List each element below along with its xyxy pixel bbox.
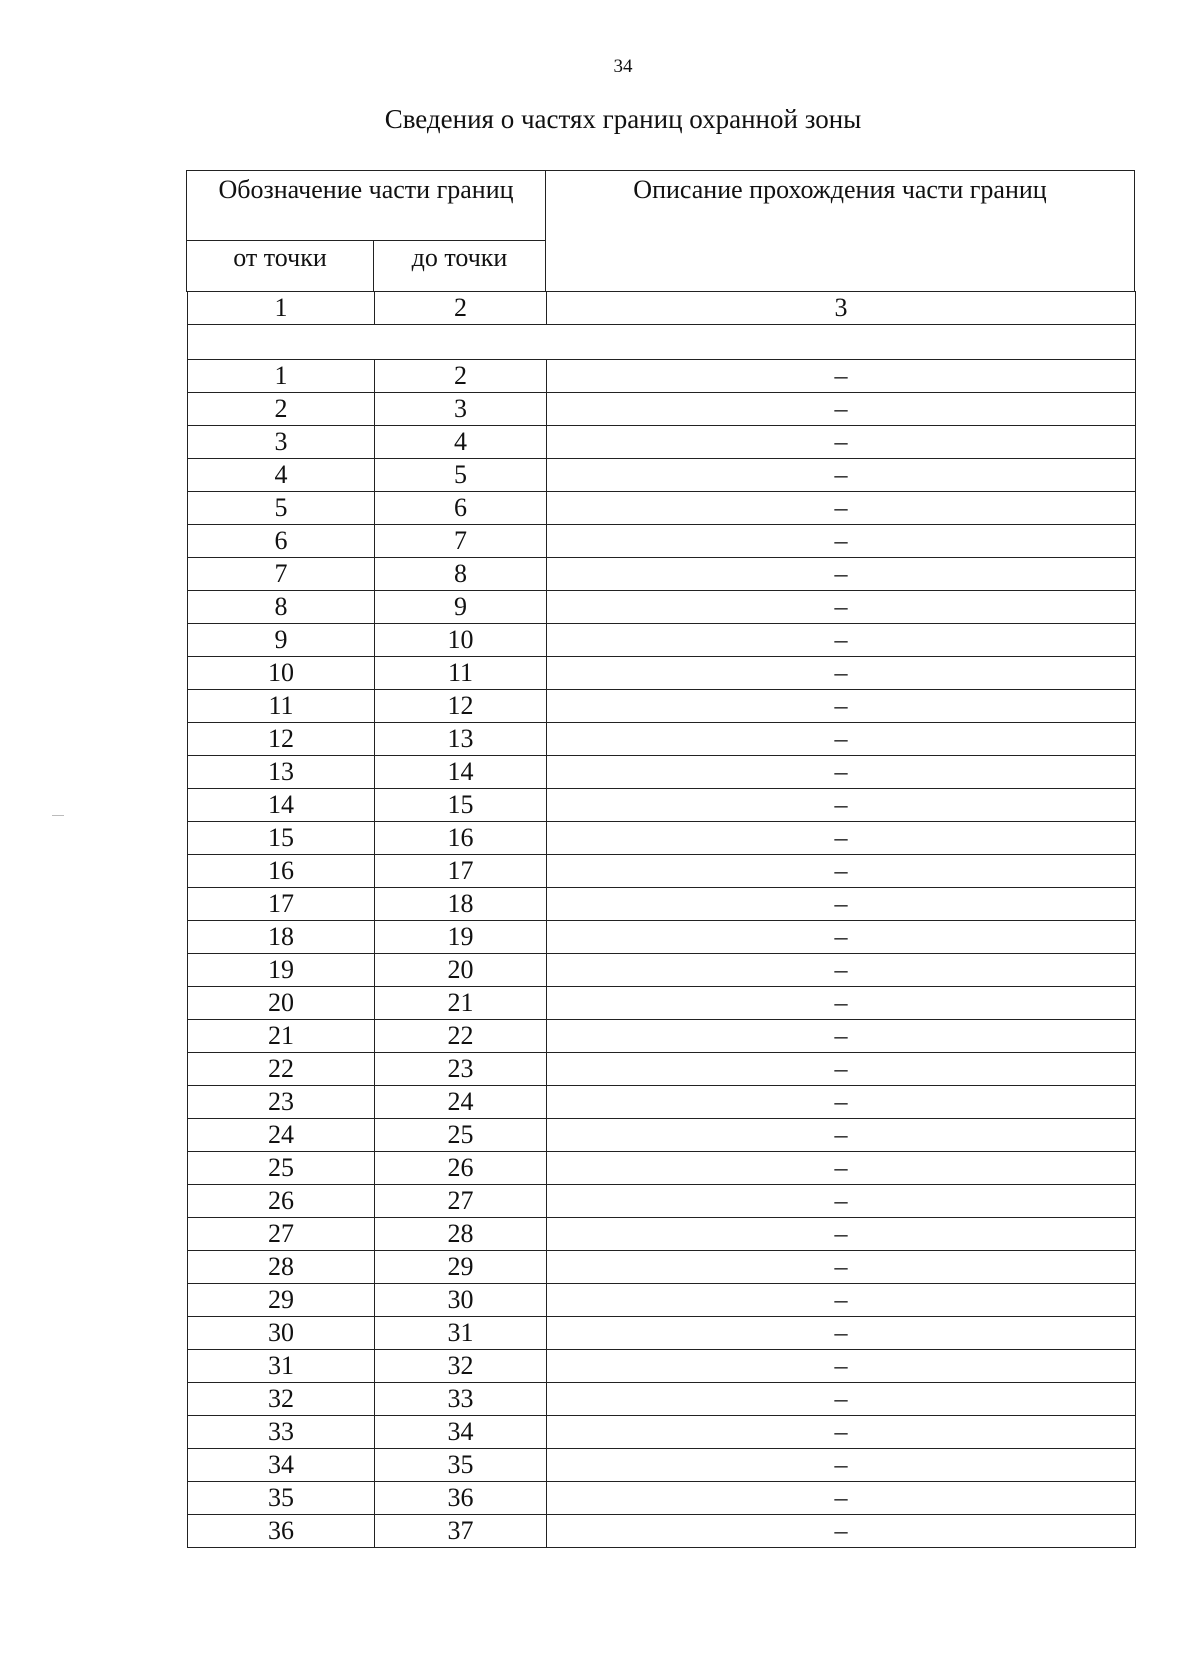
header-designation: Обозначение части границ xyxy=(187,171,546,241)
description-cell: – xyxy=(547,1119,1136,1152)
from-point-cell: 12 xyxy=(188,723,375,756)
table-row xyxy=(188,1449,1136,1482)
description-cell: – xyxy=(547,690,1136,723)
description-cell: – xyxy=(547,822,1136,855)
from-point-cell: 32 xyxy=(188,1383,375,1416)
description-cell: – xyxy=(547,1515,1136,1548)
table-row xyxy=(188,789,1136,822)
from-point-cell: 25 xyxy=(188,1152,375,1185)
from-point-cell: 4 xyxy=(188,459,375,492)
description-cell: – xyxy=(547,558,1136,591)
from-point-cell: 9 xyxy=(188,624,375,657)
column-numbers-row xyxy=(188,292,1136,325)
to-point-cell: 30 xyxy=(375,1284,547,1317)
from-point-cell: 19 xyxy=(188,954,375,987)
page-number: 34 xyxy=(613,56,633,77)
table-row xyxy=(188,1317,1136,1350)
from-point-cell: 21 xyxy=(188,1020,375,1053)
table-row xyxy=(188,393,1136,426)
to-point-cell: 5 xyxy=(375,459,547,492)
to-point-cell: 33 xyxy=(375,1383,547,1416)
from-point-cell: 10 xyxy=(188,657,375,690)
from-point-cell: 33 xyxy=(188,1416,375,1449)
description-cell: – xyxy=(547,657,1136,690)
table-row xyxy=(188,1251,1136,1284)
table-row xyxy=(188,591,1136,624)
from-point-cell: 36 xyxy=(188,1515,375,1548)
table-body xyxy=(188,292,1136,1548)
table-row xyxy=(188,756,1136,789)
from-point-cell: 34 xyxy=(188,1449,375,1482)
from-point-cell: 2 xyxy=(188,393,375,426)
from-point-cell: 16 xyxy=(188,855,375,888)
description-cell: – xyxy=(547,954,1136,987)
description-cell: – xyxy=(547,360,1136,393)
header-description: Описание прохождения части границ xyxy=(546,171,1135,292)
to-point-cell: 3 xyxy=(375,393,547,426)
from-point-cell: 30 xyxy=(188,1317,375,1350)
to-point-cell: 14 xyxy=(375,756,547,789)
table-row xyxy=(188,1350,1136,1383)
table-row xyxy=(188,822,1136,855)
boundary-parts-table xyxy=(187,291,1136,1548)
to-point-cell: 7 xyxy=(375,525,547,558)
from-point-cell: 3 xyxy=(188,426,375,459)
header-from-point: от точки xyxy=(187,241,374,292)
from-point-cell: 20 xyxy=(188,987,375,1020)
table-row xyxy=(188,558,1136,591)
description-cell: – xyxy=(547,1317,1136,1350)
to-point-cell: 35 xyxy=(375,1449,547,1482)
description-cell: – xyxy=(547,1284,1136,1317)
to-point-cell: 32 xyxy=(375,1350,547,1383)
description-cell: – xyxy=(547,1383,1136,1416)
description-cell: – xyxy=(547,921,1136,954)
description-cell: – xyxy=(547,888,1136,921)
table-row xyxy=(188,360,1136,393)
from-point-cell: 29 xyxy=(188,1284,375,1317)
description-cell: – xyxy=(547,591,1136,624)
description-cell: – xyxy=(547,1086,1136,1119)
description-cell: – xyxy=(547,1449,1136,1482)
table-row xyxy=(188,1218,1136,1251)
from-point-cell: 8 xyxy=(188,591,375,624)
to-point-cell: 24 xyxy=(375,1086,547,1119)
from-point-cell: 7 xyxy=(188,558,375,591)
description-cell: – xyxy=(547,1053,1136,1086)
table-row xyxy=(188,1020,1136,1053)
to-point-cell: 11 xyxy=(375,657,547,690)
from-point-cell: 14 xyxy=(188,789,375,822)
to-point-cell: 10 xyxy=(375,624,547,657)
description-cell: – xyxy=(547,525,1136,558)
description-cell: – xyxy=(547,855,1136,888)
description-cell: – xyxy=(547,987,1136,1020)
to-point-cell: 36 xyxy=(375,1482,547,1515)
document-title: Сведения о частях границ охранной зоны xyxy=(384,104,862,134)
from-point-cell: 11 xyxy=(188,690,375,723)
table-row xyxy=(188,1284,1136,1317)
from-point-cell: 31 xyxy=(188,1350,375,1383)
table-row xyxy=(188,921,1136,954)
section-label xyxy=(188,325,1136,360)
table-row xyxy=(188,459,1136,492)
table-row xyxy=(188,657,1136,690)
scan-mark xyxy=(52,815,64,816)
to-point-cell: 17 xyxy=(375,855,547,888)
description-cell: – xyxy=(547,1218,1136,1251)
from-point-cell: 22 xyxy=(188,1053,375,1086)
table-row xyxy=(188,1185,1136,1218)
to-point-cell: 31 xyxy=(375,1317,547,1350)
from-point-cell: 1 xyxy=(188,360,375,393)
table-row xyxy=(188,855,1136,888)
table-row xyxy=(188,888,1136,921)
table-row xyxy=(188,1086,1136,1119)
to-point-cell: 19 xyxy=(375,921,547,954)
from-point-cell: 26 xyxy=(188,1185,375,1218)
description-cell: – xyxy=(547,624,1136,657)
from-point-cell: 17 xyxy=(188,888,375,921)
from-point-cell: 18 xyxy=(188,921,375,954)
table-row xyxy=(188,1383,1136,1416)
description-cell: – xyxy=(547,1185,1136,1218)
to-point-cell: 25 xyxy=(375,1119,547,1152)
from-point-cell: 23 xyxy=(188,1086,375,1119)
description-cell: – xyxy=(547,789,1136,822)
section-row xyxy=(188,325,1136,360)
to-point-cell: 21 xyxy=(375,987,547,1020)
from-point-cell: 5 xyxy=(188,492,375,525)
to-point-cell: 12 xyxy=(375,690,547,723)
description-cell: – xyxy=(547,756,1136,789)
description-cell: – xyxy=(547,1020,1136,1053)
to-point-cell: 6 xyxy=(375,492,547,525)
table-row xyxy=(188,426,1136,459)
column-number-3: 3 xyxy=(547,292,1136,325)
to-point-cell: 2 xyxy=(375,360,547,393)
table-row xyxy=(188,1053,1136,1086)
from-point-cell: 28 xyxy=(188,1251,375,1284)
to-point-cell: 18 xyxy=(375,888,547,921)
table-row xyxy=(188,492,1136,525)
description-cell: – xyxy=(547,723,1136,756)
to-point-cell: 8 xyxy=(375,558,547,591)
table-row xyxy=(188,987,1136,1020)
description-cell: – xyxy=(547,426,1136,459)
description-cell: – xyxy=(547,1416,1136,1449)
description-cell: – xyxy=(547,393,1136,426)
table-row xyxy=(188,1515,1136,1548)
to-point-cell: 37 xyxy=(375,1515,547,1548)
to-point-cell: 20 xyxy=(375,954,547,987)
table-row xyxy=(188,624,1136,657)
from-point-cell: 27 xyxy=(188,1218,375,1251)
description-cell: – xyxy=(547,492,1136,525)
from-point-cell: 15 xyxy=(188,822,375,855)
table-row xyxy=(188,1119,1136,1152)
header-to-point: до точки xyxy=(374,241,546,292)
table-row xyxy=(188,723,1136,756)
table-row xyxy=(188,1416,1136,1449)
from-point-cell: 13 xyxy=(188,756,375,789)
description-cell: – xyxy=(547,1251,1136,1284)
table-row xyxy=(188,1152,1136,1185)
table-row xyxy=(188,525,1136,558)
to-point-cell: 28 xyxy=(375,1218,547,1251)
to-point-cell: 29 xyxy=(375,1251,547,1284)
to-point-cell: 15 xyxy=(375,789,547,822)
to-point-cell: 22 xyxy=(375,1020,547,1053)
to-point-cell: 34 xyxy=(375,1416,547,1449)
table-row xyxy=(188,954,1136,987)
to-point-cell: 26 xyxy=(375,1152,547,1185)
from-point-cell: 24 xyxy=(188,1119,375,1152)
description-cell: – xyxy=(547,459,1136,492)
table-row xyxy=(188,1482,1136,1515)
from-point-cell: 35 xyxy=(188,1482,375,1515)
table-row xyxy=(188,690,1136,723)
to-point-cell: 23 xyxy=(375,1053,547,1086)
to-point-cell: 9 xyxy=(375,591,547,624)
to-point-cell: 4 xyxy=(375,426,547,459)
description-cell: – xyxy=(547,1350,1136,1383)
description-cell: – xyxy=(547,1152,1136,1185)
column-number-1: 1 xyxy=(188,292,375,325)
column-number-2: 2 xyxy=(375,292,547,325)
to-point-cell: 16 xyxy=(375,822,547,855)
description-cell: – xyxy=(547,1482,1136,1515)
boundary-parts-table-header xyxy=(186,170,1135,292)
from-point-cell: 6 xyxy=(188,525,375,558)
to-point-cell: 13 xyxy=(375,723,547,756)
to-point-cell: 27 xyxy=(375,1185,547,1218)
